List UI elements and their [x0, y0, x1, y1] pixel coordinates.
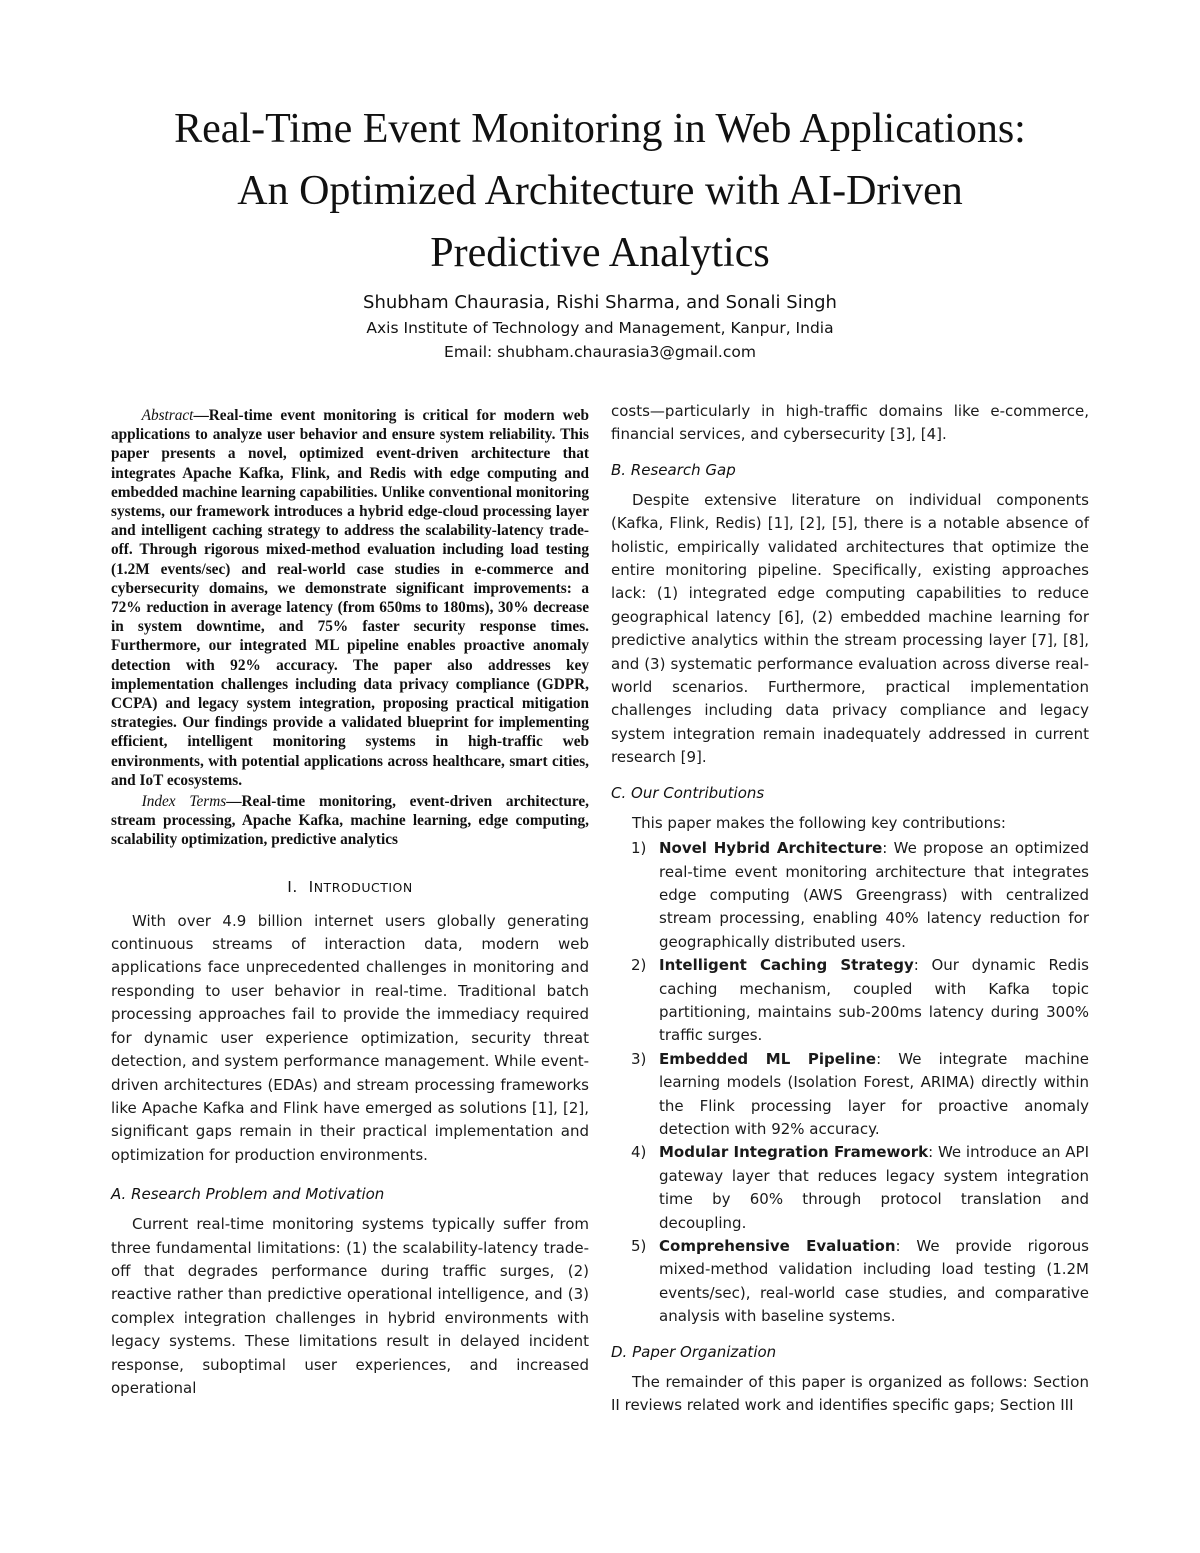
index-terms-text: —Real-time monitoring, event-driven architecture, stream processing, Apache Kafka, machine learning, edge computing, scalability optimization, predictive analytics — [111, 793, 589, 849]
section-title-rest: NTRODUCTION — [313, 879, 413, 895]
list-item-text: : We provide rigorous mixed-method validation including load testing (1.2M events/sec), real-world case studies, and comparative analysis with baseline systems. — [659, 1237, 1089, 1326]
list-item — [611, 837, 1089, 954]
right-column — [611, 400, 1089, 1417]
list-item-title: Embedded ML Pipeline — [659, 1049, 877, 1068]
title-line-2: An Optimized Architecture with AI-Driven — [237, 168, 963, 214]
intro-paragraph: With over 4.9 billion internet users globally generating continuous streams of interaction data, modern web applications face unprecedented challenges in monitoring and responding to user behavior in real-time. Traditional batch processing approaches fail to provide the immediacy required for dynamic user experience optimization, security threat detection, and system performance management. While event-driven architectures (EDAs) and stream processing frameworks like Apache Kafka and Flink have emerged as solutions [1], [2], significant gaps remain in their practical implementation and optimization for production environments. — [111, 911, 590, 1164]
research-problem-continued: costs—particularly in high-traffic domains like e-commerce, financial services, and cybersecurity [3], [4]. — [611, 402, 1089, 444]
list-item-text: : We propose an optimized real-time event monitoring architecture that integrates edge computing (AWS Greengrass) with centralized stream processing, enabling 40% latency reduction for geographically distributed users. — [659, 839, 1089, 951]
author-names: Shubham Chaurasia, Rishi Sharma, and Sonali Singh — [363, 292, 837, 313]
author-block — [60, 290, 1140, 364]
list-item — [611, 1141, 1089, 1235]
section-numeral: I. — [287, 877, 298, 896]
contributions-list — [611, 837, 1089, 1329]
title-line-1: Real-Time Event Monitoring in Web Applications: — [174, 106, 1026, 152]
index-terms — [111, 792, 589, 850]
author-email: Email: shubham.chaurasia3@gmail.com — [444, 343, 756, 361]
paper-organization-paragraph: The remainder of this paper is organized as follows: Section II reviews related work and identifies specific gaps; Section III — [611, 1372, 1089, 1415]
left-column — [111, 400, 589, 1400]
list-item-number: 1) — [631, 839, 647, 858]
list-item-title: Modular Integration Framework — [659, 1143, 929, 1162]
section-heading-introduction — [111, 878, 589, 896]
research-problem-paragraph: Current real-time monitoring systems typically suffer from three fundamental limitations: (1) the scalability-latency trade-off that degrades performance during traffic surges, (2) reactive rather than predictive operational intelligence, and (3) complex integration challenges in hybrid environments with legacy systems. These limitations result in delayed incident response, suboptimal user experiences, and increased operational — [111, 1215, 589, 1397]
list-item — [611, 1048, 1089, 1142]
paper-title — [60, 98, 1140, 284]
list-item-number: 5) — [631, 1237, 647, 1255]
list-item — [611, 1235, 1089, 1329]
subsection-heading-c: C. Our Contributions — [611, 783, 765, 802]
contributions-intro: This paper makes the following key contributions: — [632, 813, 1006, 832]
author-affiliation: Axis Institute of Technology and Management, Kanpur, India — [366, 319, 834, 337]
section-title-first: I — [308, 877, 314, 896]
list-item-number: 4) — [631, 1143, 647, 1162]
subsection-heading-a: A. Research Problem and Motivation — [111, 1185, 385, 1204]
list-item-text: : Our dynamic Redis caching mechanism, coupled with Kafka topic partitioning, maintains sub-200ms latency during 300% traffic surges. — [659, 956, 1089, 1045]
subsection-heading-b: B. Research Gap — [611, 460, 736, 479]
list-item-number: 2) — [631, 956, 647, 975]
title-line-3: Predictive Analytics — [430, 230, 770, 276]
index-terms-lead: Index Terms — [141, 793, 227, 811]
abstract-lead: Abstract — [141, 407, 194, 424]
list-item-text: : We introduce an API gateway layer that reduces legacy system integration time by 60% through protocol translation and decoupling. — [659, 1143, 1090, 1232]
list-item — [611, 954, 1089, 1048]
abstract — [111, 406, 589, 790]
list-item-text: : We integrate machine learning models (Isolation Forest, ARIMA) directly within the Flink processing layer for proactive anomaly detection with 92% accuracy. — [659, 1049, 1089, 1138]
research-gap-paragraph: Despite extensive literature on individual components (Kafka, Flink, Redis) [1], [2], [5], there is a notable absence of holistic, empirically validated architectures that optimize the entire monitoring pipeline. Specifically, existing approaches lack: (1) integrated edge computing capabilities to reduce geographical latency [6], (2) embedded machine learning for predictive analytics within the stream processing layer [7], [8], and (3) systematic performance evaluation across diverse real-world scenarios. Furthermore, practical implementation challenges including data privacy compliance and legacy system integration remain inadequately addressed in current research [9]. — [611, 490, 1089, 767]
list-item-title: Novel Hybrid Architecture — [659, 839, 883, 858]
list-item-number: 3) — [631, 1049, 647, 1068]
list-item-title: Comprehensive Evaluation — [659, 1237, 896, 1255]
abstract-text: —Real-time event monitoring is critical for modern web applications to analyze user behavior and ensure system reliability. This paper presents a novel, optimized event-driven architecture that integrates Apache Kafka, Flink, and Redis with edge computing and embedded machine learning capabilities. Unlike conventional monitoring systems, our framework introduces a hybrid edge-cloud processing layer and intelligent caching strategy to address the scalability-latency trade-off. Through rigorous mixed-method evaluation including load testing (1.2M events/sec) and real-world case studies in e-commerce and cybersecurity domains, we demonstrate significant improvements: a 72% reduction in average latency (from 650ms to 180ms), 30% decrease in system downtime, and 75% faster security response times. Furthermore, our integrated ML pipeline enables proactive anomaly detection with 92% accuracy. The paper also addresses key implementation challenges including data privacy compliance (GDPR, CCPA) and legacy system integration, proposing practical mitigation strategies. Our findings provide a validated blueprint for implementing efficient, intelligent monitoring systems in high-traffic web environments, with potential applications across healthcare, smart cities, and IoT ecosystems. — [111, 407, 589, 789]
list-item-title: Intelligent Caching Strategy — [659, 956, 914, 975]
subsection-heading-d: D. Paper Organization — [611, 1342, 777, 1361]
